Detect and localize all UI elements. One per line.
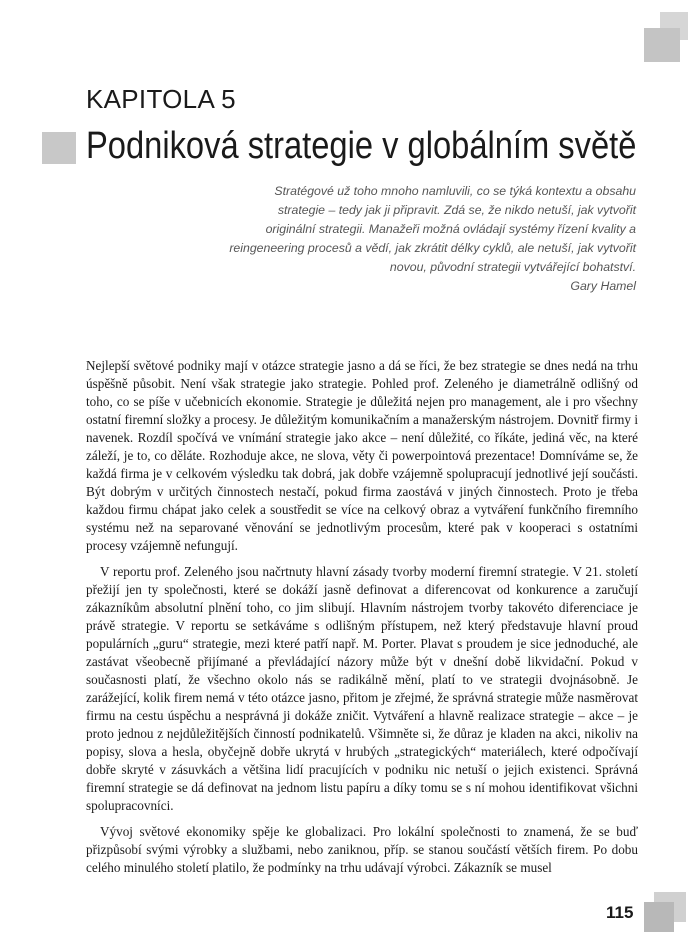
body-text xyxy=(86,357,638,885)
title-square-marker xyxy=(42,132,76,164)
chapter-label: KAPITOLA 5 xyxy=(86,84,236,114)
paragraph: Nejlepší světové podniky mají v otázce strategie jasno a dá se říci, že bez strategie se dnes nedá na trhu úspěšně působit. Není však strategie jako strategie. Pohled prof. Zeleného je diametrálně odlišný od toho, co se píše v učebnicích ekonomie. Strategie je důležitá nejen pro management, ale i pro všechny ostatní firemní složky a procesy. Je důležitým komunikačním a manažerským nástrojem. Dovnitř firmy i navenek. Rozdíl spočívá ve vnímání strategie jako akce – není důležité, co říkáte, jediná věc, na které záleží, je to, co děláte. Rozhoduje akce, ne slova, věty či powerpointová prezentace! Domníváme se, že každá firma je v celkovém výsledku tak dobrá, jak dobře vzájemně spolupracují jednotlivé její součásti. Být dobrým v určitých činnostech nestačí, pokud firma zaostává v jiných činnostech. Proto je třeba každou firmu chápat jako celek a soustředit se více na celkový obraz a vytváření funkčního firemního systému než na separované věnování se jednotlivým procesům, které pak v kooperaci s ostatními procesy vzájemně nefungují. xyxy=(86,358,638,553)
epigraph xyxy=(228,182,636,296)
epigraph-author: Gary Hamel xyxy=(570,279,636,293)
corner-square-bottom-front xyxy=(644,902,674,932)
page-number: 115 xyxy=(606,903,634,922)
corner-square-top-front xyxy=(644,28,680,62)
epigraph-text: Stratégové už toho mnoho namluvili, co se týká kontextu a obsahu strategie – tedy jak ji připravit. Zdá se, že nikdo netuší, jak vytvořit originální strategii. Manažeři možná ovládají systémy řízení kvality a reingeneering procesů a vědí, jak zkrátit délky cyklů, ale netuší, jak vytvořit novou, původní strategii vytvářející bohatství. xyxy=(229,184,636,274)
paragraph: Vývoj světové ekonomiky spěje ke globalizaci. Pro lokální společnosti to znamená, že se buď přizpůsobí svými výrobky a službami, nebo zaniknou, příp. se stanou součástí větších firem. Po dobu celého minulého století platilo, že podmínky na trhu udávají výrobci. Zákazník se musel xyxy=(86,824,638,875)
paragraph: V reportu prof. Zeleného jsou načrtnuty hlavní zásady tvorby moderní firemní strategie. V 21. století přežijí jen ty společnosti, které se dokáží jasně definovat a diferencovat od konkurence a zaručují zákazníkům absolutní plnění toho, co jim slibují. Hlavním nástrojem tvorby takovéto diferenciace je právě strategie. V reportu se setkáváme s odlišným přístupem, než který představuje hlavní proud populárních „guru“ strategie, mezi které patří např. M. Porter. Plavat s proudem je sice jednoduché, ale zastávat všeobecně přijímané a převládající názory může být v dnešní době likvidační. Pokud v současnosti platí, že všechno okolo nás se radikálně mění, platí to ve strategii dvojnásobně. Je zarážející, kolik firem nemá v této otázce jasno, přitom je zřejmé, že správná strategie může nasměrovat firmu na cestu úspěchu a nesprávná ji dokáže zničit. Vytváření a hlavně realizace strategie – akce – je proto jednou z nejdůležitějších činností podnikatelů. Všimněte si, že důraz je kladen na akci, nikoliv na popisy, slova a hesla, obyčejně dobře ukrytá v hrubých „strategických“ materiálech, které odpočívají dobře skryté v zásuvkách a většina lidí pracujících v podniku nic netuší o jejich existenci. Správná firemní strategie se dá definovat na jednom listu papíru a díky tomu se s ní mohou identifikovat všichni spolupracovníci. xyxy=(86,564,638,813)
chapter-title: Podniková strategie v globálním světě xyxy=(86,125,637,167)
